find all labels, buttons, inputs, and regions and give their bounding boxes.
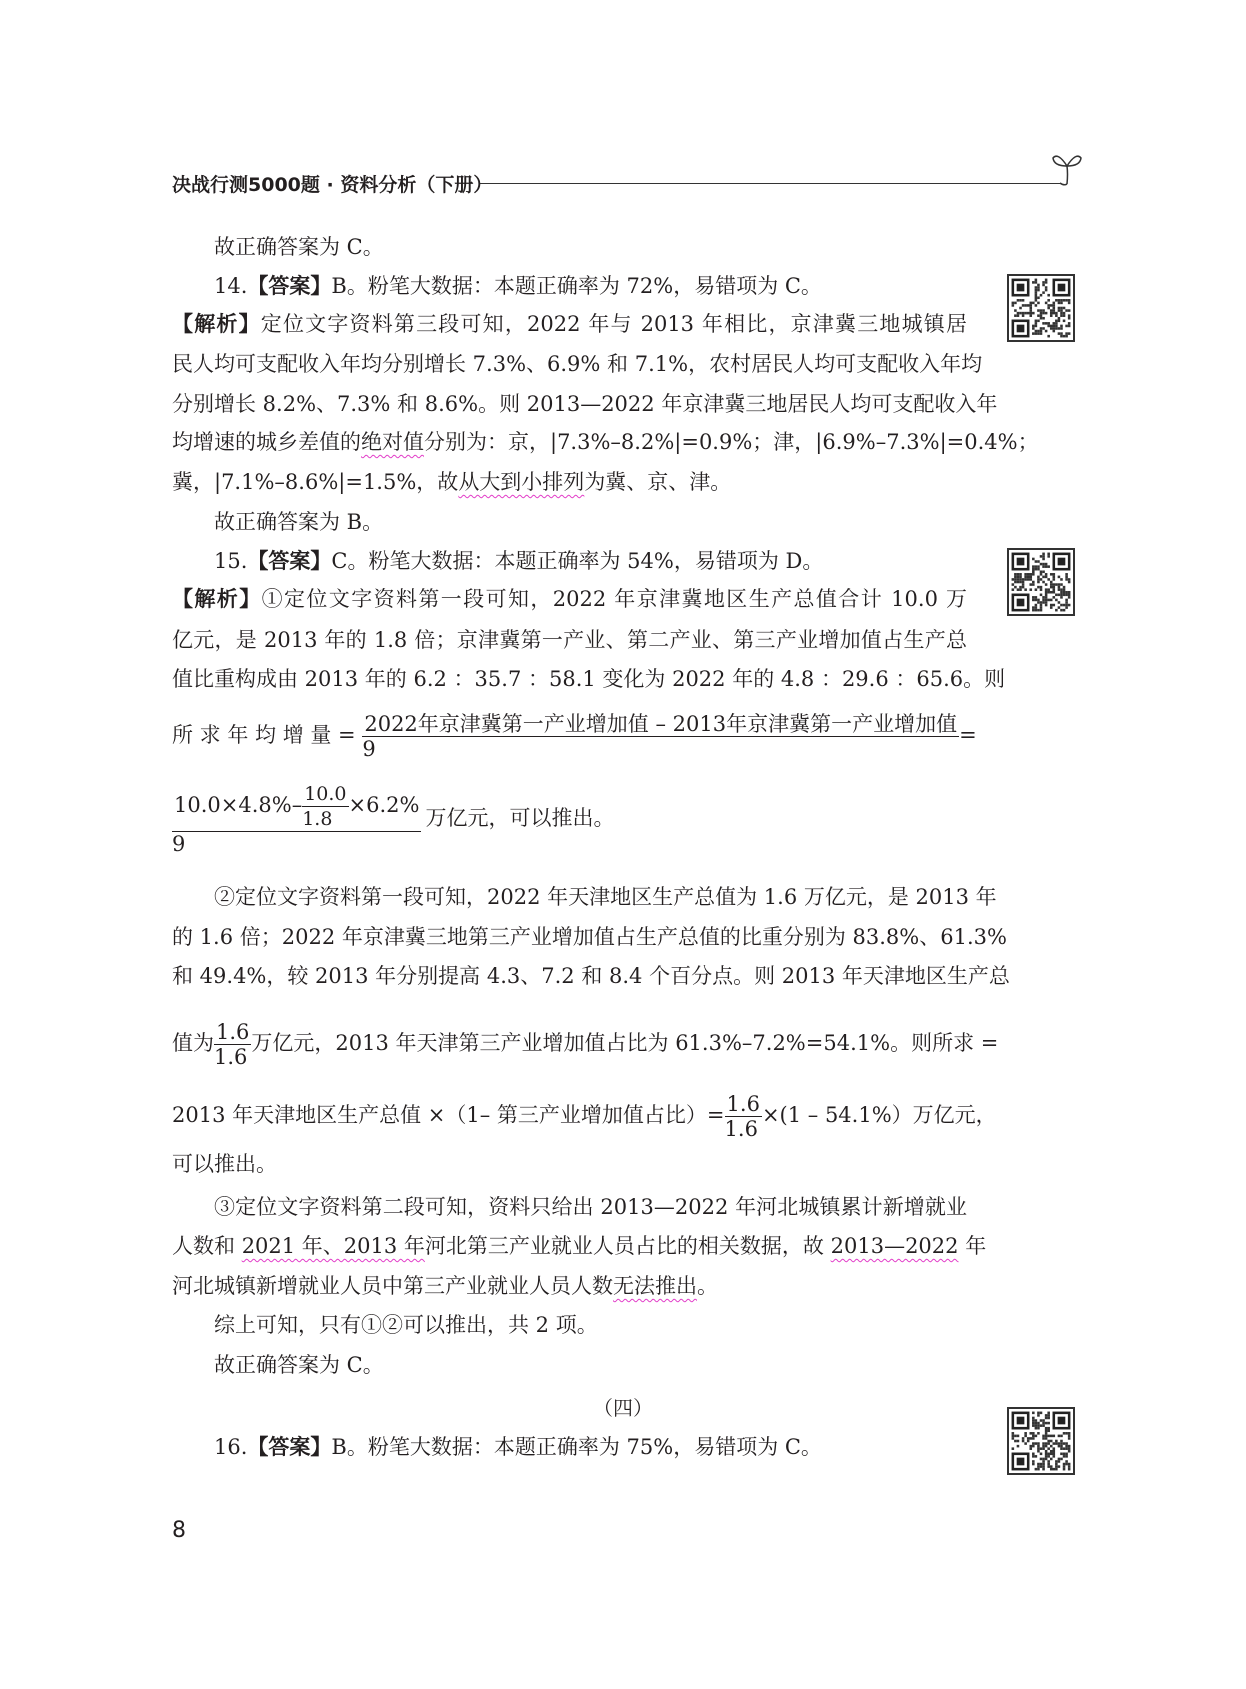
- text: 定位文字资料第三段可知，2022 年与 2013 年相比，京津冀三地城镇居: [260, 312, 967, 336]
- section-label: 【解析】: [172, 587, 262, 611]
- fraction-numerator: 1.6: [726, 1092, 760, 1116]
- qr-code-q15[interactable]: [1007, 548, 1075, 616]
- highlighted-text: 无法推出: [613, 1274, 697, 1298]
- section-label: 【解析】: [172, 312, 261, 336]
- highlighted-text: 2021 年、2013 年: [241, 1234, 425, 1258]
- text-line: [172, 627, 967, 653]
- text: B。粉笔大数据：本题正确率为 75%，易错项为 C。: [331, 1435, 822, 1459]
- highlighted-text: 绝对值: [361, 430, 424, 454]
- text-line: [172, 469, 967, 495]
- text-line: [172, 351, 983, 377]
- text: 分别增长 8.2%、7.3% 和 8.6%。则 2013—2022 年京津冀三地居民人均可支配收入年: [172, 392, 998, 416]
- text-line: [172, 963, 1010, 989]
- equals-sign: =: [959, 723, 977, 747]
- qr-code-q16[interactable]: [1007, 1407, 1075, 1475]
- inner-numerator: 10.0: [304, 783, 347, 805]
- header-rule: [480, 183, 1060, 184]
- text: 均增速的城乡差值的: [172, 430, 361, 454]
- formula-tertiary-output: [172, 1092, 997, 1141]
- text: 的 1.6 倍；2022 年京津冀三地第三产业增加值占生产总值的比重分别为 83.8%、61.3%: [172, 925, 1007, 949]
- fraction-numerator: 2022年京津冀第一产业增加值 – 2013年京津冀第一产业增加值: [364, 712, 958, 736]
- section-label: 【答案】: [247, 549, 332, 573]
- text: 河北第三产业就业人员占比的相关数据，故: [424, 1234, 831, 1258]
- text: 冀，|7.1%–8.6%|=1.5%，故: [172, 470, 459, 494]
- text: 值比重构成由 2013 年的 6.2 ：35.7 ：58.1 变化为 2022 年的 4.8 ：29.6 ：65.6。则: [172, 667, 1006, 691]
- qr-pattern-icon: [1009, 276, 1073, 340]
- text: 分别为：京，|7.3%–8.2%|=0.9%；津，|6.9%–7.3%|=0.4%；: [424, 430, 1039, 454]
- fraction-denominator: 9: [172, 832, 186, 856]
- text: 故正确答案为 C。: [214, 235, 384, 259]
- text: 。: [697, 1274, 718, 1298]
- fraction: [214, 1020, 251, 1069]
- text: ①定位文字资料第一段可知，2022 年京津冀地区生产总值合计 10.0 万: [261, 587, 968, 611]
- page-number: 8: [172, 1518, 186, 1543]
- formula-tianjin-2013: [172, 1020, 999, 1069]
- qr-pattern-icon: [1009, 550, 1073, 614]
- text-line: [172, 429, 1039, 455]
- text: 为冀、京、津。: [584, 470, 732, 494]
- text: 值为: [172, 1031, 214, 1055]
- highlighted-text: 从大到小排列: [458, 470, 585, 494]
- numerator-left: 10.0×4.8%–: [174, 793, 303, 817]
- text-line: [172, 311, 967, 337]
- numerator-right: ×6.2%: [348, 793, 420, 817]
- text: ②定位文字资料第一段可知，2022 年天津地区生产总值为 1.6 万亿元，是 2013 年: [214, 885, 997, 909]
- highlighted-text: 2013—2022: [830, 1234, 959, 1258]
- text: 万亿元，2013 年天津第三产业增加值占比为 61.3%–7.2%=54.1%。则所求 =: [251, 1031, 999, 1055]
- text: 15.: [214, 549, 248, 573]
- text-line: [214, 1352, 967, 1378]
- text: C。粉笔大数据：本题正确率为 54%，易错项为 D。: [331, 549, 824, 573]
- text-line: [172, 666, 1006, 692]
- text-line: [214, 1194, 967, 1220]
- text-line: [172, 586, 967, 612]
- fraction-denominator: 1.6: [214, 1045, 248, 1069]
- fraction-numerator: [172, 782, 421, 832]
- text-line: [172, 1151, 967, 1177]
- inner-denominator: 1.8: [302, 808, 333, 830]
- text: 年: [958, 1234, 987, 1258]
- text-line: [214, 273, 967, 299]
- text: 河北城镇新增就业人员中第三产业就业人员人数: [172, 1274, 613, 1298]
- text: ③定位文字资料第二段可知，资料只给出 2013—2022 年河北城镇累计新增就业: [214, 1195, 967, 1219]
- text-line: [214, 1312, 967, 1338]
- qr-code-q14[interactable]: [1007, 274, 1075, 342]
- formula-annual-increase: [172, 712, 977, 761]
- text: ×(1 – 54.1%）万亿元，: [761, 1103, 997, 1127]
- text-line: [214, 548, 967, 574]
- text-line: [172, 1273, 967, 1299]
- section-label: 【答案】: [247, 1435, 332, 1459]
- sprout-icon: [1050, 150, 1084, 186]
- text: 故正确答案为 B。: [214, 510, 384, 534]
- text: 亿元，是 2013 年的 1.8 倍；京津冀第一产业、第二产业、第三产业增加值占生产总: [172, 628, 967, 652]
- fraction: [362, 712, 959, 761]
- text-line: [172, 924, 1007, 950]
- text-line: [172, 391, 998, 417]
- fraction-denominator: 9: [362, 737, 376, 761]
- inner-fraction: [302, 782, 348, 831]
- text: 和 49.4%，较 2013 年分别提高 4.3、7.2 和 8.4 个百分点。则 2013 年天津地区生产总: [172, 964, 1010, 988]
- text: 2013 年天津地区生产总值 ×（1– 第三产业增加值占比）=: [172, 1103, 725, 1127]
- text: 16.: [214, 1435, 248, 1459]
- fraction: [172, 782, 421, 856]
- fraction-denominator: 1.6: [724, 1117, 758, 1141]
- text-line: [214, 1434, 967, 1460]
- text: 故正确答案为 C。: [214, 1353, 384, 1377]
- text: 民人均可支配收入年均分别增长 7.3%、6.9% 和 7.1%，农村居民人均可支配收入年均: [172, 352, 983, 376]
- section-label: 【答案】: [247, 274, 332, 298]
- text-line: [172, 1233, 987, 1259]
- formula-label: 所 求 年 均 增 量 =: [172, 723, 356, 747]
- text-line: [214, 884, 997, 910]
- text-line: [214, 509, 967, 535]
- fraction: [725, 1092, 762, 1141]
- section-title: （四）: [593, 1396, 653, 1420]
- formula-computation: [172, 782, 967, 856]
- text: 可以推出。: [172, 1152, 277, 1176]
- fraction-numerator: 1.6: [216, 1020, 250, 1044]
- text: 人数和: [172, 1234, 242, 1258]
- text: 14.: [214, 274, 248, 298]
- text: B。粉笔大数据：本题正确率为 72%，易错项为 C。: [331, 274, 822, 298]
- running-header-title: 决战行测5000题 · 资料分析（下册）: [172, 174, 493, 196]
- text: 综上可知，只有①②可以推出，共 2 项。: [214, 1313, 598, 1337]
- text-line: [214, 234, 967, 260]
- qr-pattern-icon: [1009, 1409, 1073, 1473]
- formula-conclusion: 万亿元，可以推出。: [425, 805, 615, 830]
